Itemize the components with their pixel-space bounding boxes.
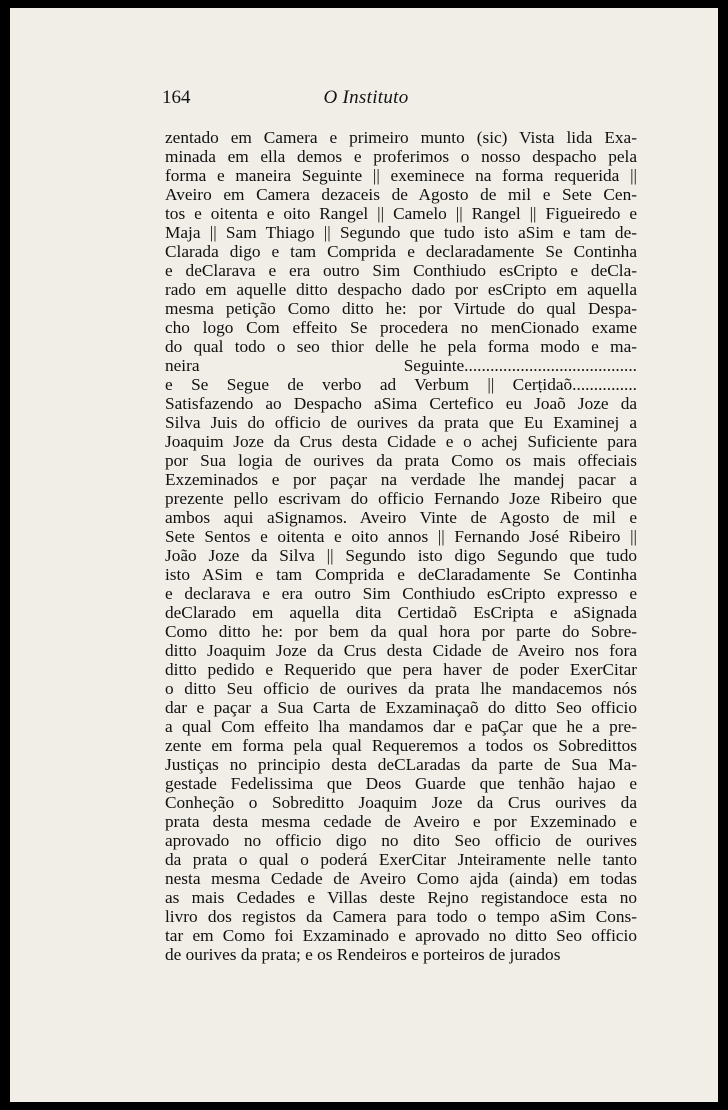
page-header: [162, 87, 570, 111]
text-line: neira Seguinte........................................: [165, 356, 637, 375]
text-line: do qual todo o seo thior delle he pela forma modo e ma-: [165, 337, 637, 356]
running-title: O Instituto: [323, 87, 409, 108]
text-line: Sete Sentos e oitenta e oito annos || Fernando José Ribeiro ||: [165, 527, 637, 546]
text-line: aprovado no officio digo no dito Seo officio de ourives: [165, 831, 637, 850]
text-line: a qual Com effeito lha mandamos dar e paÇar que he a pre-: [165, 717, 637, 736]
text-line: ditto Joaquim Joze da Crus desta Cidade de Aveiro nos fora: [165, 641, 637, 660]
text-line: o ditto Seu officio de ourives da prata lhe mandacemos nós: [165, 679, 637, 698]
text-line: Justiças no principio desta deCLaradas da parte de Sua Ma-: [165, 755, 637, 774]
text-line: Clarada digo e tam Comprida e declaradamente Se Continha: [165, 242, 637, 261]
text-line: por Sua logia de ourives da prata Como os mais offeciais: [165, 451, 637, 470]
text-line: prata desta mesma cedade de Aveiro e por Exzeminado e: [165, 812, 637, 831]
text-line: e deClarava e era outro Sim Conthiudo esCripto e deCla-: [165, 261, 637, 280]
text-line: Exzeminados e por paçar na verdade lhe mandej pacar a: [165, 470, 637, 489]
text-line: zentado em Camera e primeiro munto (sic) Vista lida Exa-: [165, 128, 637, 147]
text-line: Conheção o Sobreditto Joaquim Joze da Crus ourives da: [165, 793, 637, 812]
text-line: Maja || Sam Thiago || Segundo que tudo isto aSim e tam de-: [165, 223, 637, 242]
text-line: minada em ella demos e proferimos o nosso despacho pela: [165, 147, 637, 166]
text-line: João Joze da Silva || Segundo isto digo Segundo que tudo: [165, 546, 637, 565]
text-line: deClarado em aquella dita Certidaõ EsCripta e aSignada: [165, 603, 637, 622]
text-line: ditto pedido e Requerido que pera haver de poder ExerCitar: [165, 660, 637, 679]
page-number: 164: [162, 87, 191, 108]
text-line: tar em Como foi Exzaminado e aprovado no ditto Seo officio: [165, 926, 637, 945]
text-line: zente em forma pela qual Requeremos a todos os Sobredittos: [165, 736, 637, 755]
text-line: e declarava e era outro Sim Conthiudo esCripto expresso e: [165, 584, 637, 603]
text-line: ambos aqui aSignamos. Aveiro Vinte de Agosto de mil e: [165, 508, 637, 527]
text-line: dar e paçar a Sua Carta de Exzaminaçaõ do ditto Seo officio: [165, 698, 637, 717]
text-line: Satisfazendo ao Despacho aSima Certefico eu Joaõ Joze da: [165, 394, 637, 413]
text-line: cho logo Com effeito Se procedera no menCionado exame: [165, 318, 637, 337]
text-line: livro dos registos da Camera para todo o tempo aSim Cons-: [165, 907, 637, 926]
text-line: forma e maneira Seguinte || exeminece na forma requerida ||: [165, 166, 637, 185]
text-line: e Se Segue de verbo ad Verbum || Cerṭidaõ...............: [165, 375, 637, 394]
text-line: rado em aquelle ditto despacho dado por esCripto em aquella: [165, 280, 637, 299]
body-text: [165, 128, 637, 964]
text-line: gestade Fedelissima que Deos Guarde que tenhão hajao e: [165, 774, 637, 793]
text-line: prezente pello escrivam do officio Fernando Joze Ribeiro que: [165, 489, 637, 508]
text-line: da prata o qual o poderá ExerCitar Jnteiramente nelle tanto: [165, 850, 637, 869]
text-line: Joaquim Joze da Crus desta Cidade e o achej Suficiente para: [165, 432, 637, 451]
text-line: isto ASim e tam Comprida e deClaradamente Se Continha: [165, 565, 637, 584]
text-line: Como ditto he: por bem da qual hora por parte do Sobre-: [165, 622, 637, 641]
text-line: as mais Cedades e Villas deste Rejno registandoce esta no: [165, 888, 637, 907]
text-line: nesta mesma Cedade de Aveiro Como ajda (ainda) em todas: [165, 869, 637, 888]
text-line: mesma petição Como ditto he: por Virtude do qual Despa-: [165, 299, 637, 318]
text-line: Silva Juis do officio de ourives da prata que Eu Examinej a: [165, 413, 637, 432]
text-line: Aveiro em Camera dezaceis de Agosto de mil e Sete Cen-: [165, 185, 637, 204]
text-line: de ourives da prata; e os Rendeiros e porteiros de jurados: [165, 945, 561, 964]
text-line: tos e oitenta e oito Rangel || Camelo || Rangel || Figueiredo e: [165, 204, 637, 223]
book-page: [10, 8, 718, 1102]
